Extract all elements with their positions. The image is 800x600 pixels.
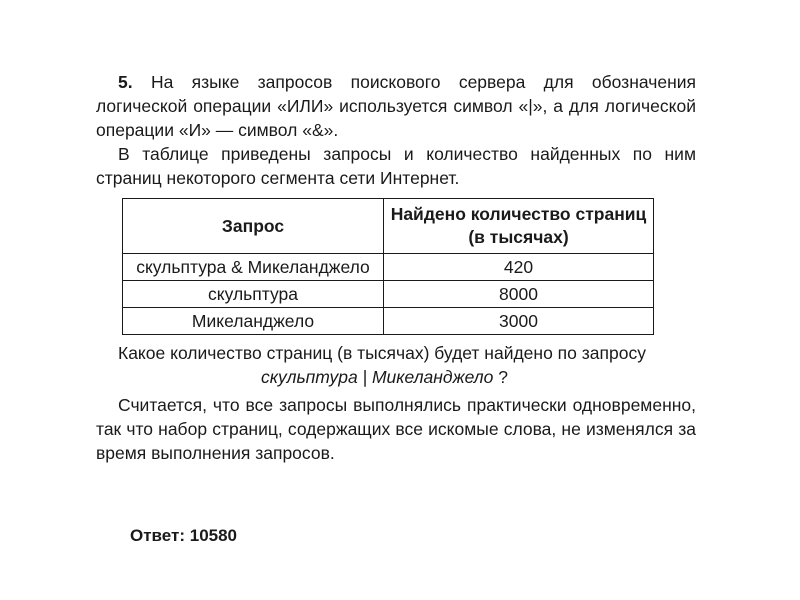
question: Какое количество страниц (в тысячах) будет найдено по запросу <box>118 343 646 363</box>
task-block <box>96 70 696 465</box>
answer <box>130 526 237 546</box>
table-row <box>123 254 654 281</box>
table-header-row <box>123 199 654 254</box>
header-pages-line-2: (в тысячах) <box>468 227 569 247</box>
header-query: Запрос <box>123 199 384 254</box>
table-row <box>123 308 654 335</box>
table-cell-pages: 3000 <box>384 308 654 335</box>
header-pages-line-1: Найдено количество страниц <box>390 204 647 224</box>
task-intro-line-2: операции «ИЛИ» используется символ «|», а для логической операции <box>96 96 696 140</box>
answer-value: 10580 <box>189 526 238 545</box>
question-mark: ? <box>493 367 508 387</box>
header-pages <box>384 199 654 254</box>
query-table <box>122 198 654 335</box>
query-table-wrap <box>122 198 654 335</box>
table-cell-query: Микеланджело <box>123 308 384 335</box>
table-cell-pages: 420 <box>384 254 654 281</box>
task-intro <box>96 70 696 142</box>
table-cell-pages: 8000 <box>384 281 654 308</box>
question-query-line <box>96 365 696 389</box>
table-cell-query: скульптура & Микеланджело <box>123 254 384 281</box>
table-row <box>123 281 654 308</box>
question-query: скульптура | Микеланджело <box>261 367 494 387</box>
task-number: 5. <box>118 72 133 92</box>
table-intro: В таблице приведены запросы и количество найденных по ним страниц некоторого сегмента сети Интернет. <box>96 144 696 188</box>
table-cell-query: скульптура <box>123 281 384 308</box>
task-intro-line-1: На языке запросов поискового сервера для обозначения логической <box>96 72 696 116</box>
note: Считается, что все запросы выполнялись практически одновременно, так что набор страниц, содержащих все искомые слова, не изменялся за время выполнения запросов. <box>96 395 696 463</box>
answer-label: Ответ: <box>130 526 185 545</box>
task-intro-line-3: «И» — символ «&». <box>178 120 339 140</box>
